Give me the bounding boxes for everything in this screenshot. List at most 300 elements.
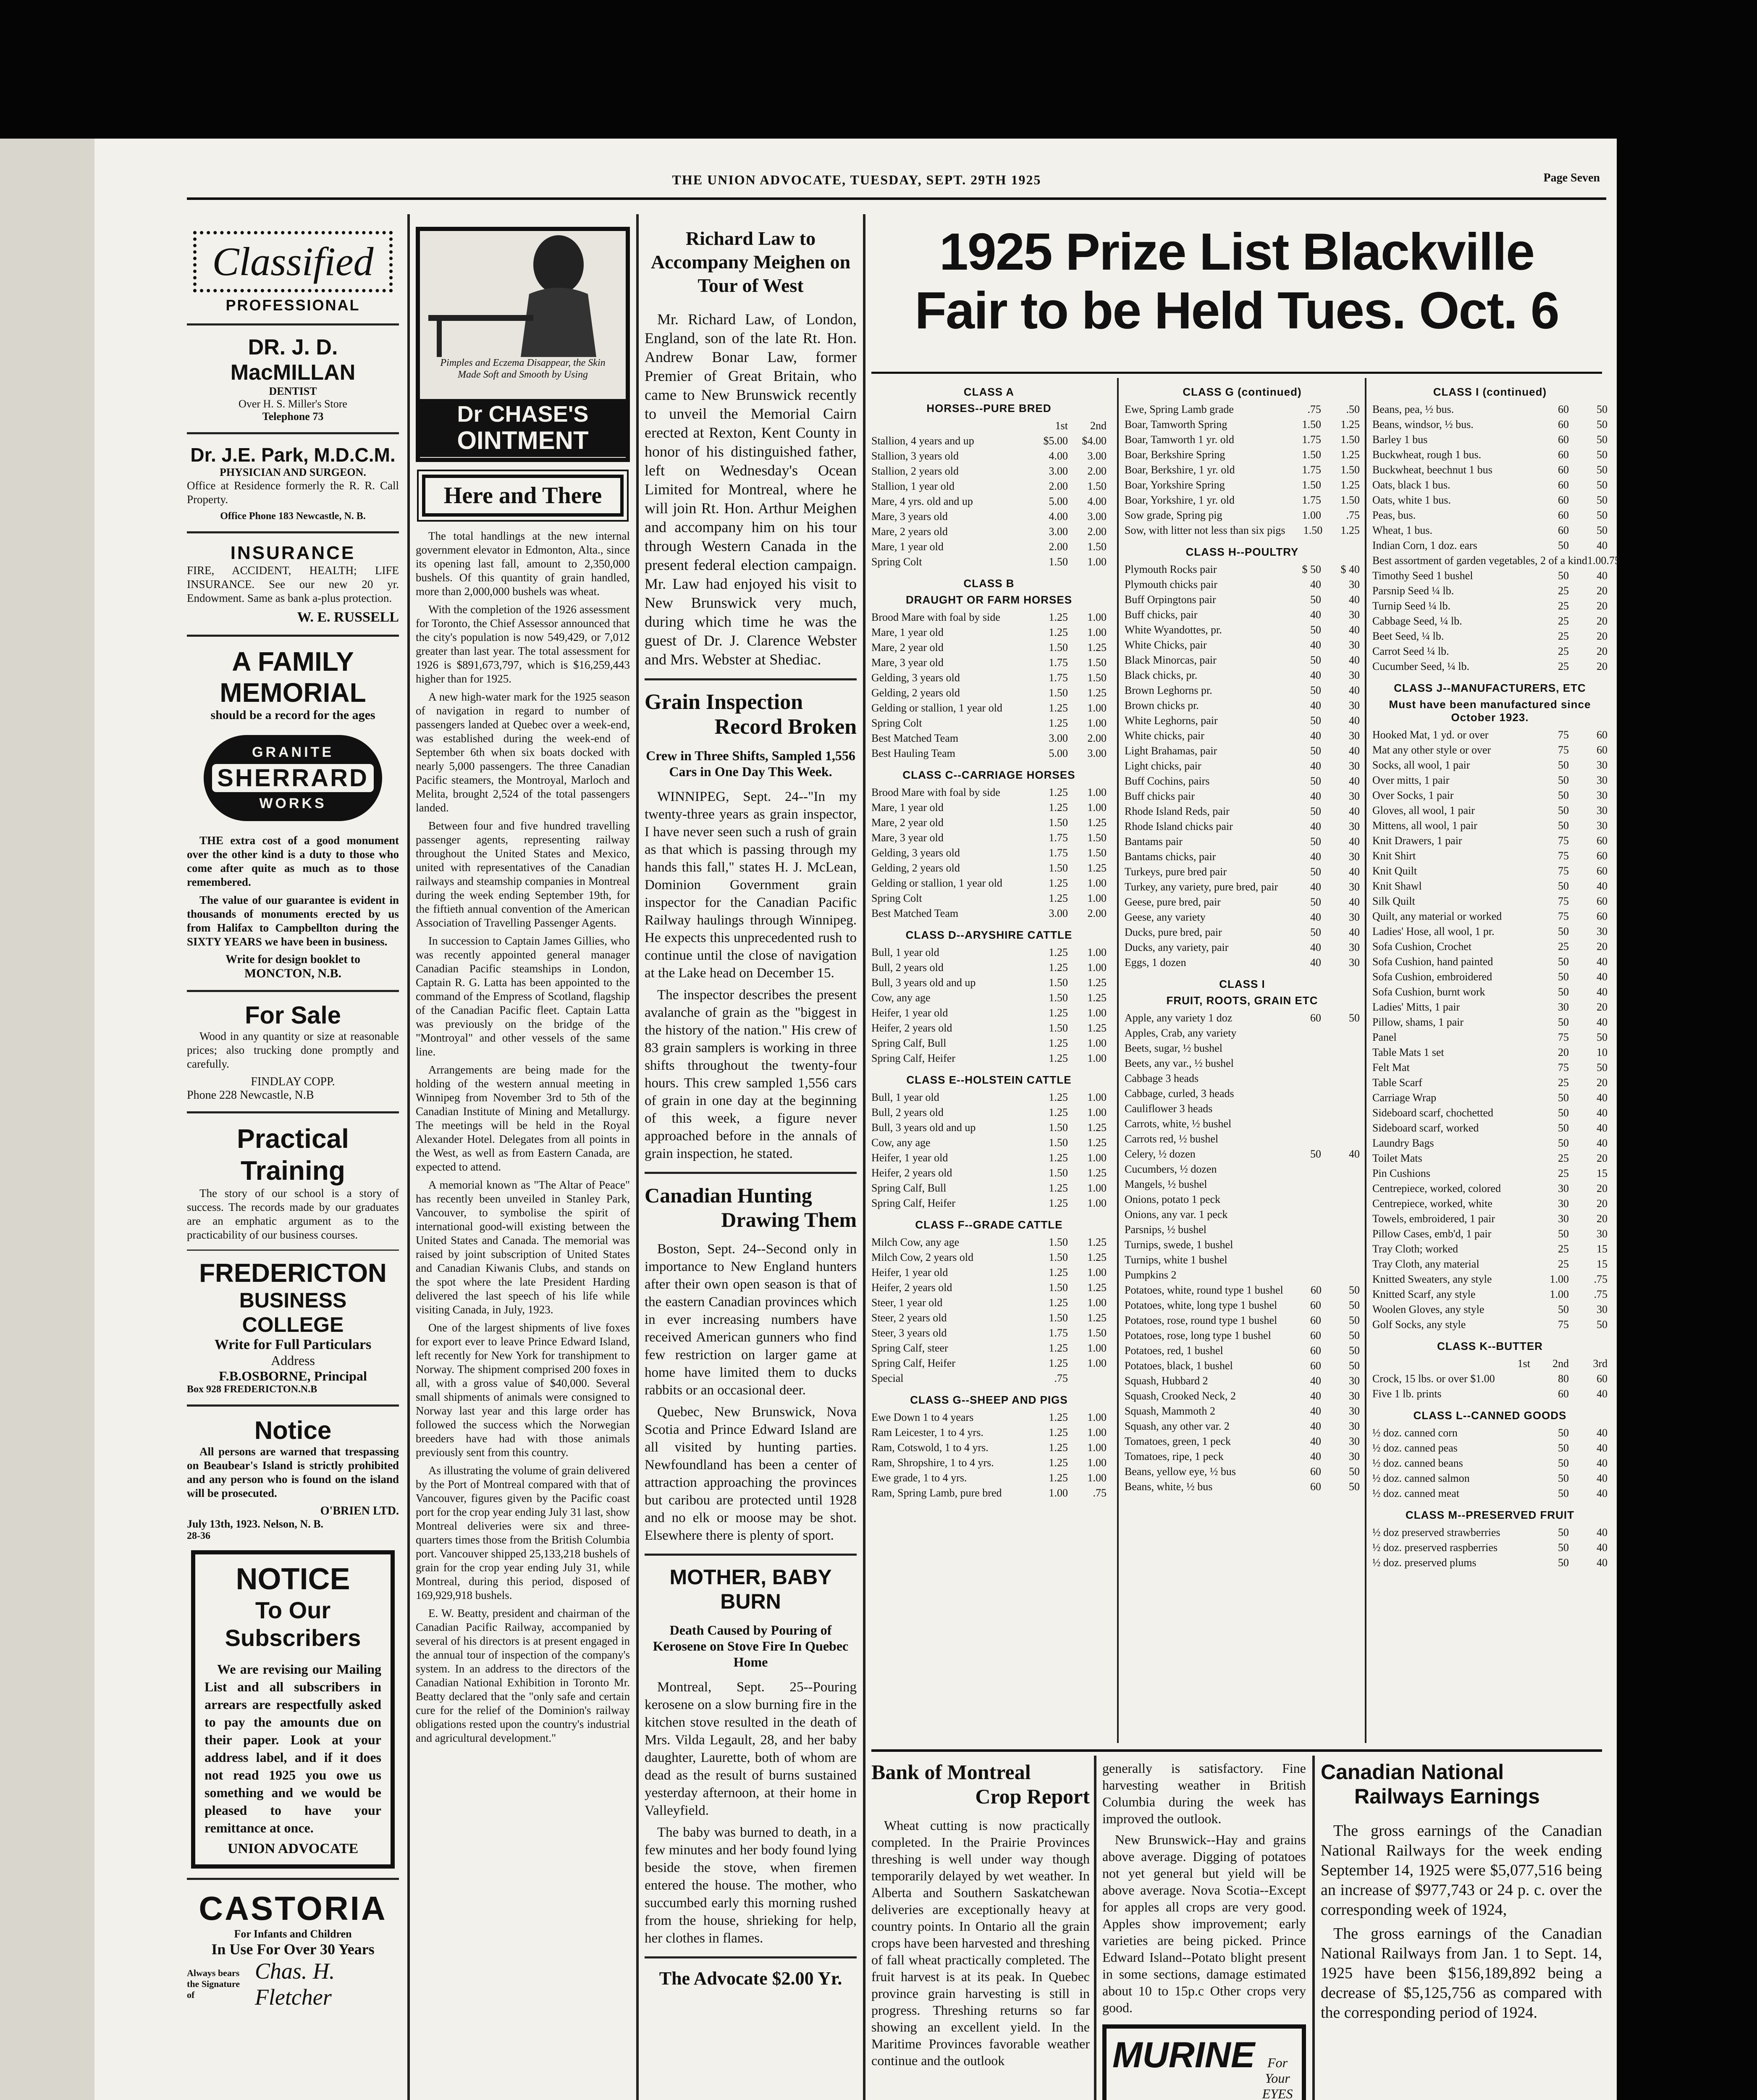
prize-row [1372, 402, 1608, 417]
prize-entry: Sow, with litter not less than six pigs [1125, 524, 1285, 536]
page-number: Page Seven [1543, 171, 1600, 184]
chase-brand-panel [420, 399, 626, 457]
prize-entry: Indian Corn, 1 doz. ears [1372, 539, 1477, 551]
prize-amount: 30 [1349, 609, 1360, 621]
prize-amount: 30 [1349, 1375, 1360, 1387]
prize-amount [1321, 1056, 1360, 1071]
prize-row [1372, 894, 1608, 909]
prize-amount: 1.00 [1087, 1472, 1107, 1484]
prize-amount: 1.25 [1087, 1121, 1107, 1134]
prize-amount [1321, 1086, 1360, 1101]
prize-row [871, 1250, 1107, 1265]
prize-entry: Potatoes, rose, round type 1 bushel [1125, 1314, 1277, 1326]
prize-entry: Plymouth Rocks pair [1125, 563, 1217, 575]
prize-row [1372, 818, 1608, 833]
prize-amount: 1.50 [1087, 847, 1107, 859]
prize-row [871, 464, 1107, 479]
prize-amount: 1.00 [1087, 786, 1107, 798]
prize-row [1372, 1030, 1608, 1045]
prize-row [1125, 432, 1360, 447]
prize-entry: Heifer, 2 years old [871, 1022, 952, 1034]
prize-row [1372, 788, 1608, 803]
prize-amount: 1.50 [1302, 418, 1321, 430]
college-name: BUSINESS COLLEGE [239, 1289, 347, 1336]
prize-amount: 60 [1310, 1480, 1321, 1493]
prize-amount [1321, 1192, 1360, 1207]
prize-amount: 1.50 [1049, 1251, 1068, 1263]
prize-row [1125, 1328, 1360, 1343]
prize-row [1125, 668, 1360, 683]
training-body: The story of our school is a story of success. The records made by our graduates are an emphatic argument as to the practicability of our business courses. [187, 1187, 399, 1241]
prize-amount: 1.50 [1049, 687, 1068, 699]
prize-amount: 50 [1349, 1360, 1360, 1372]
classified-title: Classified [212, 239, 374, 284]
bank-paragraph: New Brunswick--Hay and grains above average. Digging of potatoes not yet general but yield will be above average. Nova Scotia--Except for apples all crops are very good. Apples show improvement; early varieties are being picked. Prince Edward Island--Potato blight present in some sections, damage estimated about 10 to 15p.c Other crops very good. [1102, 1832, 1306, 2015]
prize-amount [1321, 1116, 1360, 1131]
prize-class-heading: CLASS H--POULTRY [1185, 546, 1299, 558]
prize-amount: 50 [1558, 1137, 1569, 1149]
prize-entry: Boar, Tamworth Spring [1125, 418, 1227, 430]
cnr-headline: Railways Earnings [1354, 1785, 1540, 1808]
woman-illustration [420, 231, 626, 357]
prize-amount: 1.25 [1087, 862, 1107, 874]
prize-amount: 60 [1310, 1344, 1321, 1357]
prize-row [1125, 864, 1360, 879]
prize-entry: Light Brahamas, pair [1125, 745, 1217, 757]
prize-amount: 40 [1310, 790, 1321, 802]
prize-amount: 50 [1558, 1442, 1569, 1454]
prize-amount: 60 [1310, 1314, 1321, 1326]
prize-row [1125, 1177, 1360, 1192]
prize-entry: Five 1 lb. prints [1372, 1388, 1442, 1400]
prize-entry: Barley 1 bus [1372, 433, 1428, 446]
prize-amount: 60 [1310, 1299, 1321, 1311]
prize-entry: Stallion, 3 years old [871, 450, 959, 462]
prize-entry: White Chicks, pair [1125, 639, 1207, 651]
prize-entry: Tomatoes, ripe, 1 peck [1125, 1450, 1224, 1462]
prize-entry: Special [871, 1372, 904, 1384]
prize-entry: Knit Quilt [1372, 865, 1417, 877]
prize-entry: Spring Colt [871, 892, 922, 904]
news-paragraph: In succession to Captain James Gillies, who was recently appointed general manager Canadian Pacific steamships in London, Captain R. G. Latta has been appointed to the command of the Empress of Scotland, flagship of the Canadian Pacific fleet. Captain Latta was previously on the bridge of the "Montroyal" and other vessels of the same line. [416, 934, 630, 1058]
prize-entry: Knitted Sweaters, any style [1372, 1273, 1492, 1285]
prize-entry: ½ doz. canned beans [1372, 1457, 1463, 1469]
prize-row [1372, 1371, 1608, 1386]
prize-amount: 50 [1558, 880, 1569, 892]
prize-row [1372, 1151, 1608, 1166]
prize-entry: Ducks, any variety, pair [1125, 941, 1229, 953]
prize-amount: 60 [1310, 1329, 1321, 1341]
prize-amount: 1.50 [1087, 541, 1107, 553]
prize-row [1372, 848, 1608, 864]
prize-amount: 50 [1597, 449, 1608, 461]
prize-amount: 1.75 [1049, 1327, 1068, 1339]
classified-column [187, 223, 399, 2100]
prize-row [871, 655, 1107, 670]
prize-class-heading: CLASS M--PRESERVED FRUIT [1406, 1509, 1574, 1521]
prize-entry: Mangels, ½ bushel [1125, 1178, 1207, 1190]
news-paragraph: E. W. Beatty, president and chairman of the Canadian Pacific Railway, accompanied by several of his directors is at present engaged in the annual tour of inspection of the company's system. In an address to the directors of the Canadian National Exhibition in Toronto Mr. Beatty declared that the "only safe and certain cure for the relief of the Dominion's railway obligations rested upon the country's industrial and agricultural development." [416, 1607, 630, 1744]
prize-amount: 30 [1597, 789, 1608, 801]
prize-amount: 40 [1349, 775, 1360, 787]
prize-amount: 50 [1349, 1465, 1360, 1478]
prize-row [1372, 462, 1608, 478]
prize-amount: 1.00 [1087, 1266, 1107, 1278]
prize-amount: 40 [1597, 1137, 1608, 1149]
prize-amount: 1.50 [1340, 494, 1360, 506]
prize-amount: 1.25 [1049, 946, 1068, 958]
prize-amount: 60 [1310, 1284, 1322, 1296]
prize-amount: 1.00 [1302, 509, 1321, 521]
prize-entry: White Wyandottes, pr. [1125, 624, 1222, 636]
prize-entry: Pillow Cases, emb'd, 1 pair [1372, 1228, 1492, 1240]
prize-entry: Knit Shirt [1372, 850, 1416, 862]
prize-entry: Timothy Seed 1 bushel [1372, 570, 1473, 582]
prize-amount: 1.50 [1049, 816, 1068, 829]
prize-amount: 30 [1349, 1420, 1360, 1432]
prize-row [1125, 523, 1360, 538]
prize-row [1372, 1211, 1608, 1226]
ad-line: W. E. RUSSELL [297, 609, 399, 625]
prize-row [1125, 940, 1360, 955]
bank-paragraph: generally is satisfactory. Fine harvesting weather in British Columbia during the week has improved the outlook. [1102, 1761, 1306, 1826]
prize-amount: 50 [1558, 1541, 1569, 1554]
prize-row [1372, 1272, 1608, 1287]
prize-amount: 1.50 [1049, 1121, 1068, 1134]
prize-amount [1282, 1131, 1321, 1147]
prize-amount: 1.25 [1340, 418, 1360, 430]
prize-amount [1321, 1237, 1360, 1252]
prize-row [871, 1235, 1107, 1250]
prize-entry: Plymouth chicks pair [1125, 578, 1217, 591]
prize-amount: 30 [1558, 1001, 1569, 1013]
classified-banner [193, 231, 393, 292]
prize-amount: 30 [1349, 669, 1360, 681]
prize-class-heading: CLASS G (continued) [1183, 386, 1302, 398]
ad-line: Telephone 73 [262, 410, 324, 423]
prize-class-heading: CLASS E--HOLSTEIN CATTLE [906, 1074, 1072, 1086]
prize-amount: 1.00 [1087, 1411, 1107, 1423]
prize-amount: 30 [1349, 699, 1360, 711]
prize-amount: 30 [1349, 941, 1360, 953]
prize-amount: .75 [1594, 1273, 1608, 1285]
prize-row [1125, 834, 1360, 849]
prize-amount: 1.25 [1049, 1472, 1068, 1484]
prize-entry: Spring Colt [871, 556, 922, 568]
prize-amount: 60 [1310, 1465, 1321, 1478]
prize-amount: 1.25 [1049, 1007, 1068, 1019]
prize-amount: 40 [1310, 1435, 1321, 1447]
prize-row [1125, 1358, 1360, 1373]
prize-amount: 30 [1597, 759, 1608, 771]
forsale-phone: Phone 228 Newcastle, N.B [187, 1089, 314, 1102]
burn-deck: Death Caused by Pouring of Kerosene on Stove Fire In Quebec Home [653, 1622, 849, 1670]
prize-amount: 50 [1310, 775, 1321, 787]
prize-row [1372, 553, 1620, 568]
prize-amount: 1.00 [1087, 1152, 1107, 1164]
prize-entry: Sofa Cushion, Crochet [1372, 940, 1472, 953]
prize-amount: 60 [1558, 524, 1569, 536]
prize-row [1125, 1237, 1360, 1252]
prize-title: 1925 Prize List Blackville [939, 223, 1534, 281]
prize-row [1125, 1449, 1360, 1464]
prize-entry: Bull, 3 years old and up [871, 976, 976, 989]
prize-amount: 50 [1310, 624, 1321, 636]
prize-amount: 40 [1597, 1541, 1608, 1554]
prize-entry: Pumpkins 2 [1125, 1269, 1177, 1281]
prize-entry: Felt Mat [1372, 1061, 1410, 1074]
prize-entry: Cabbage, curled, 3 heads [1125, 1087, 1234, 1100]
prize-amount: 1.25 [1049, 961, 1068, 974]
prize-row [1125, 759, 1360, 774]
prize-entry: Bull, 2 years old [871, 1106, 944, 1118]
prize-entry: Oats, black 1 bus. [1372, 479, 1450, 491]
prize-amount: 60 [1558, 418, 1569, 430]
prize-amount: 1.25 [1087, 1167, 1107, 1179]
prize-row [1372, 1302, 1608, 1317]
prize-row [871, 1150, 1107, 1166]
news-paragraph: As illustrating the volume of grain delivered by the Port of Montreal compared with that of Vancouver, figures given by the Pacific coast port for the crop year ending July 31 last, show Montreal deliveries were six and three-quarters times those from the British Columbia port. Vancouver shipped 25,133,218 bushels of grain for the crop year ending July 31, while Montreal, during this period, disposed of 169,929,918 bushels. [416, 1464, 630, 1601]
prize-entry: Best Matched Team [871, 732, 959, 744]
prize-amount: 75 [1558, 850, 1569, 862]
prize-amount: 40 [1597, 1526, 1608, 1538]
prize-entry: Celery, ½ dozen [1125, 1148, 1196, 1160]
prize-amount: 50 [1558, 1092, 1569, 1104]
prize-row [1125, 895, 1360, 910]
prize-row [1372, 629, 1608, 644]
column-rule [863, 214, 865, 2100]
prize-amount: 1.25 [1340, 449, 1360, 461]
prize-amount: 1.25 [1049, 1441, 1068, 1454]
prize-entry: Brown chicks pr. [1125, 699, 1199, 711]
prize-entry: Beet Seed, ¼ lb. [1372, 630, 1444, 642]
prize-amount: 30 [1349, 881, 1360, 893]
prize-entry: Boar, Tamworth 1 yr. old [1125, 433, 1234, 446]
college-line: Box 928 FREDERICTON.N.B [187, 1384, 317, 1395]
prize-amount: 40 [1597, 1427, 1608, 1439]
prize-amount: 1.00 [1087, 801, 1107, 814]
prize-entry: Knit Drawers, 1 pair [1372, 835, 1462, 847]
prize-entry: White Leghorns, pair [1125, 714, 1218, 727]
prize-entry [1372, 1356, 1492, 1371]
prize-amount: 2.00 [1087, 732, 1107, 744]
prize-entry: Spring Calf, Heifer [871, 1357, 956, 1369]
memorial-title: A FAMILY [232, 646, 354, 677]
prize-amount: 25 [1558, 645, 1569, 657]
prize-amount: 60 [1558, 509, 1569, 521]
prize-row [871, 625, 1107, 640]
prize-amount: 50 [1558, 1228, 1569, 1240]
burn-paragraph: The baby was burned to death, in a few minutes and her body found lying beside the stove, when firemen entered the house. The mother, who succumbed early this morning rushed from the house, shrieking for help, her clothes in flames. [645, 1825, 857, 1946]
grain-deck: Crew in Three Shifts, Sampled 1,556 Cars in One Day This Week. [646, 748, 855, 779]
prize-amount: 1.00 [1087, 877, 1107, 889]
prize-entry: Ladies' Mitts, 1 pair [1372, 1001, 1460, 1013]
prize-amount: 1.25 [1087, 641, 1107, 654]
prize-amount: 60 [1558, 1388, 1569, 1400]
prize-row [1372, 614, 1608, 629]
prize-entry: Mare, 1 year old [871, 541, 944, 553]
prize-amount: .75 [1093, 1487, 1107, 1499]
prize-amount: 1.75 [1302, 494, 1321, 506]
prize-amount: .75 [1307, 403, 1321, 415]
prize-amount: 3rd [1593, 1357, 1608, 1370]
prize-row [1372, 1317, 1608, 1332]
prize-amount [1282, 1071, 1321, 1086]
prize-amount: 60 [1558, 449, 1569, 461]
prize-row [871, 1470, 1107, 1486]
prize-entry: Wheat, 1 bus. [1372, 524, 1432, 536]
prize-amount: 40 [1597, 1457, 1608, 1469]
prize-amount: 1.25 [1049, 626, 1068, 638]
prize-amount: 1.00 [1550, 1288, 1569, 1300]
chase-brand: Dr CHASE'S [457, 402, 589, 427]
prize-entry: Table Mats 1 set [1372, 1046, 1444, 1058]
prize-row [871, 891, 1107, 906]
prize-row [1125, 1041, 1360, 1056]
prize-amount: 1.00 [1087, 1441, 1107, 1454]
prize-class-subheading: HORSES--PURE BRED [926, 402, 1052, 415]
prize-row [1372, 1105, 1608, 1121]
prize-entry: Buff chicks pair [1125, 790, 1195, 802]
prize-row [1372, 417, 1608, 432]
memorial-body: THE extra cost of a good monument over the other kind is a duty to those who come after quite as much as to those remembered. [187, 834, 399, 888]
prize-row [1125, 910, 1360, 925]
prize-amount: 40 [1310, 1450, 1321, 1462]
prize-amount: 50 [1558, 570, 1569, 582]
prize-entry: Mare, 2 year old [871, 816, 944, 829]
prize-amount [1282, 1268, 1321, 1283]
prize-amount: 1.25 [1049, 611, 1068, 623]
prize-amount: 75 [1558, 865, 1569, 877]
prize-entry: Spring Calf, steer [871, 1342, 948, 1354]
grain-paragraph: The inspector describes the present avalanche of grain as the "biggest in the history of the nation." His crew of 83 grain samplers is working in three shifts throughout the twenty-four hours. This crew sampled 1,556 cars of grain in one day at the beginning of this week, a figure never approached before in the annals of grain inspection, he stated. [645, 987, 857, 1161]
prize-amount: 50 [1597, 1318, 1608, 1331]
prize-amount: 15 [1597, 1258, 1608, 1270]
cnr-paragraph: The gross earnings of the Canadian National Railways from Jan. 1 to Sept. 14, 1925 have been $156,189,892 being a decrease of $5,125,756 as compared with the corresponding period of 1924. [1321, 1925, 1602, 2021]
prize-entry: Gelding, 2 years old [871, 862, 960, 874]
prize-amount [1321, 1101, 1360, 1116]
prize-amount: 30 [1349, 639, 1360, 651]
prize-entry: Hooked Mat, 1 yd. or over [1372, 729, 1489, 741]
prize-row [1372, 1015, 1608, 1030]
prize-row [1125, 955, 1360, 970]
prize-amount: 1.25 [1087, 1281, 1107, 1294]
prize-entry: Beets, any var., ½ bushel [1125, 1057, 1234, 1069]
prize-entry: Buckwheat, beechnut 1 bus [1372, 464, 1492, 476]
prize-amount: 50 [1597, 464, 1608, 476]
ad-line: Over H. S. Miller's Store [239, 398, 347, 410]
prize-row [1125, 417, 1360, 432]
prize-amount: 40 [1349, 654, 1360, 666]
prize-amount: 25 [1558, 1258, 1569, 1270]
prize-amount: 40 [1597, 986, 1608, 998]
prize-row [1125, 1011, 1360, 1026]
prize-entry: Eggs, 1 dozen [1125, 956, 1186, 969]
prize-row [871, 640, 1107, 655]
prize-entry: Beans, yellow eye, ½ bus [1125, 1465, 1236, 1478]
prize-amount: 1.00 [1550, 1273, 1569, 1285]
here-there-box [422, 475, 624, 517]
prize-entry: ½ doz. preserved raspberries [1372, 1541, 1498, 1554]
prize-entry: ½ doz. canned salmon [1372, 1472, 1470, 1484]
prize-amount: 75 [1558, 1031, 1569, 1043]
prize-amount: 50 [1558, 1427, 1569, 1439]
sherrard-logo: GRANITE SHERRARD WORKS [204, 735, 382, 821]
prize-amount: 4.00 [1087, 495, 1107, 507]
prize-amount: 20 [1597, 1152, 1608, 1164]
prize-row [871, 509, 1107, 524]
prize-entry: Cabbage Seed, ¼ lb. [1372, 615, 1462, 627]
prize-amount: 3.00 [1049, 525, 1068, 538]
prize-entry: Squash, any other var. 2 [1125, 1420, 1230, 1432]
prize-amount: 50 [1597, 1031, 1608, 1043]
prize-row [871, 945, 1107, 960]
prize-amount: 1.50 [1049, 1236, 1068, 1248]
prize-amount: 50 [1349, 1284, 1360, 1296]
memorial-body: Write for design booklet to [226, 953, 360, 966]
prize-amount: 30 [1597, 819, 1608, 832]
prize-class-heading: CLASS G--SHEEP AND PIGS [910, 1394, 1068, 1406]
prize-amount: 25 [1558, 660, 1569, 672]
prize-amount: 1.75 [1049, 847, 1068, 859]
prize-amount: 2.00 [1087, 465, 1107, 477]
prize-entry: Heifer, 1 year old [871, 1007, 948, 1019]
prize-row [1372, 1525, 1608, 1540]
castoria-line: For Infants and Children [234, 1928, 352, 1940]
prize-amount: 30 [1349, 1390, 1360, 1402]
castoria-line: In Use For Over 30 Years [211, 1941, 375, 1958]
ad-line: DENTIST [269, 385, 317, 397]
prize-entry: Boar, Berkshire Spring [1125, 449, 1225, 461]
prize-row [1372, 1242, 1608, 1257]
prize-row [1372, 1356, 1608, 1371]
prize-amount: 1.25 [1049, 1037, 1068, 1049]
prize-row [1125, 1464, 1360, 1479]
prize-amount: 1.00 [1087, 1357, 1107, 1369]
prize-entry: Sofa Cushion, burnt work [1372, 986, 1485, 998]
castoria-line: Always bears the Signature of [187, 1968, 240, 2000]
prize-amount: 50 [1597, 494, 1608, 506]
prize-amount: 20 [1597, 1001, 1608, 1013]
prize-entry: Bull, 1 year old [871, 946, 939, 958]
prize-entry: Carriage Wrap [1372, 1092, 1437, 1104]
prize-amount: 1.25 [1049, 1091, 1068, 1103]
prize-amount: 20 [1597, 645, 1608, 657]
prize-row [1372, 1060, 1608, 1075]
prize-amount: 60 [1558, 403, 1569, 415]
bank-headline: Crop Report [975, 1785, 1090, 1808]
prize-row [1125, 1373, 1360, 1389]
prize-row [1372, 432, 1608, 447]
prize-row [871, 1120, 1107, 1135]
prize-row [1372, 773, 1608, 788]
prize-amount: 40 [1310, 1375, 1321, 1387]
prize-class-heading: CLASS J--MANUFACTURERS, ETC [1394, 682, 1586, 694]
prize-entry: Turnips, swede, 1 bushel [1125, 1239, 1233, 1251]
prize-row [1372, 727, 1608, 743]
prize-amount: 50 [1558, 1526, 1569, 1538]
prize-amount: 50 [1597, 509, 1608, 521]
prize-entry: Gelding or stallion, 1 year old [871, 877, 1002, 889]
prize-amount: 60 [1597, 865, 1608, 877]
prize-amount: 25 [1558, 630, 1569, 642]
prize-amount: 20 [1597, 630, 1608, 642]
prize-entry: Rhode Island Reds, pair [1125, 805, 1230, 817]
prize-entry: Heifer, 2 years old [871, 1167, 952, 1179]
prize-row [871, 1196, 1107, 1211]
prize-entry: Silk Quilt [1372, 895, 1415, 907]
prize-row [1372, 924, 1608, 939]
